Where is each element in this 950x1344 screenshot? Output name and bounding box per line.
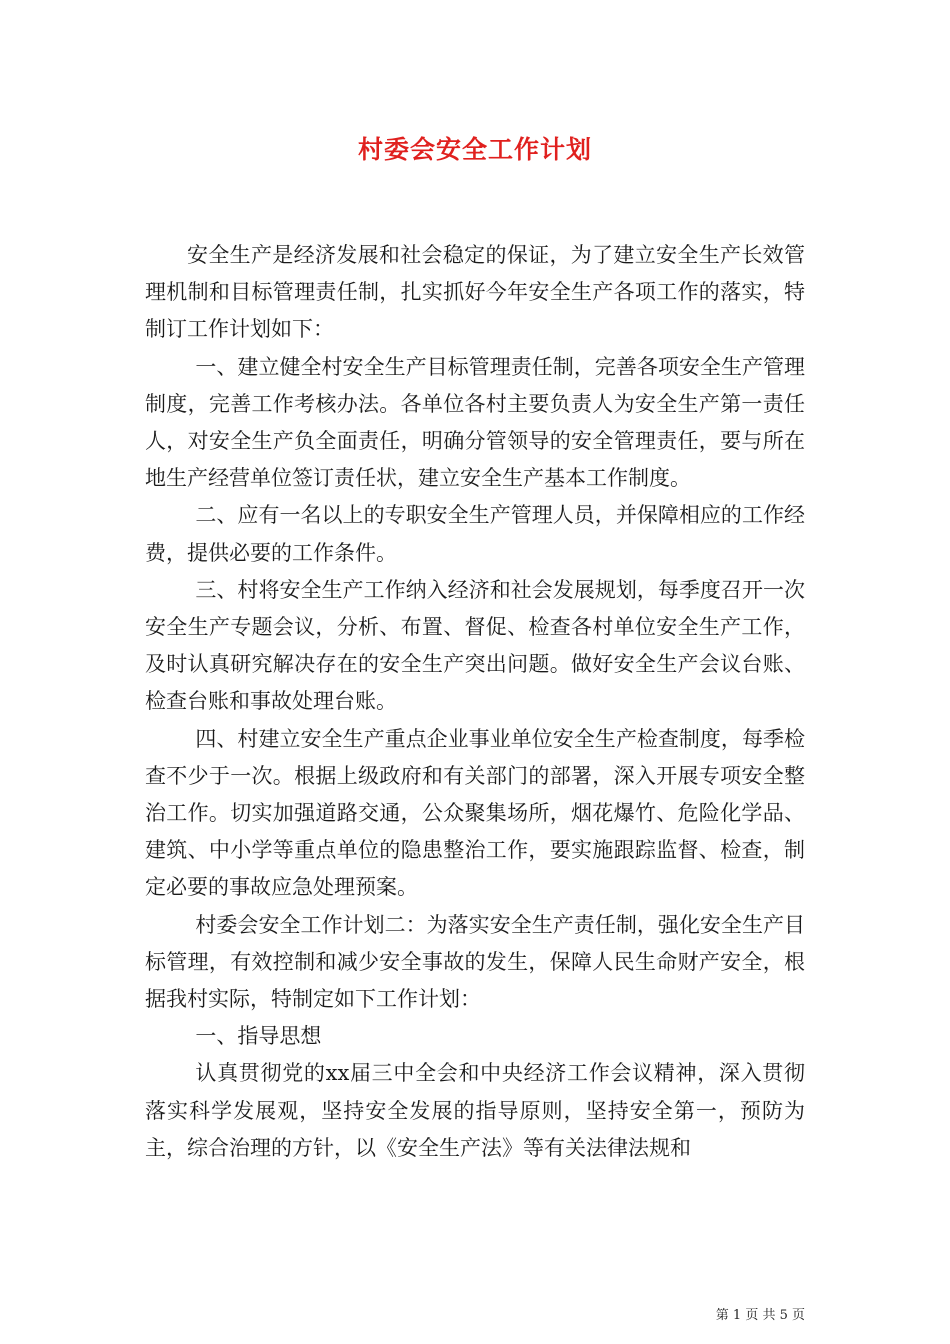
paragraph-item-1: 一、建立健全村安全生产目标管理责任制，完善各项安全生产管理制度，完善工作考核办法。各单位各村主要负责人为安全生产第一责任人，对安全生产负全面责任，明确分管领导的安全管理责任，要与所在地生产经营单位签订责任状，建立安全生产基本工作制度。: [145, 354, 805, 491]
paragraph-plan-two: 村委会安全工作计划二：为落实安全生产责任制，强化安全生产目标管理，有效控制和减少安全事故的发生，保障人民生命财产安全，根据我村实际，特制定如下工作计划：: [145, 912, 805, 1012]
paragraph-item-4: 四、村建立安全生产重点企业事业单位安全生产检查制度，每季检查不少于一次。根据上级政府和有关部门的部署，深入开展专项安全整治工作。切实加强道路交通，公众聚集场所，烟花爆竹、危险化学品、建筑、中小学等重点单位的隐患整治工作，要实施跟踪监督、检查，制定必要的事故应急处理预案。: [145, 726, 805, 900]
section-heading-guiding-ideology: 一、指导思想: [195, 1024, 322, 1049]
document-title: 村委会安全工作计划: [357, 135, 592, 164]
page-number: 第 1 页 共 5 页: [715, 1308, 805, 1323]
paragraph-guiding-ideology: 认真贯彻党的xx届三中全会和中央经济工作会议精神，深入贯彻落实科学发展观，坚持安全发展的指导原则，坚持安全第一，预防为主，综合治理的方针，以《安全生产法》等有关法律法规和: [145, 1061, 805, 1160]
paragraph-item-3: 三、村将安全生产工作纳入经济和社会发展规划，每季度召开一次安全生产专题会议，分析、布置、督促、检查各村单位安全生产工作，及时认真研究解决存在的安全生产突出问题。做好安全生产会议台账、检查台账和事故处理台账。: [145, 577, 805, 714]
document-body: [145, 237, 805, 1167]
paragraph-item-2: 二、应有一名以上的专职安全生产管理人员，并保障相应的工作经费，提供必要的工作条件。: [145, 503, 805, 565]
paragraph-intro: 安全生产是经济发展和社会稳定的保证，为了建立安全生产长效管理机制和目标管理责任制，扎实抓好今年安全生产各项工作的落实，特制订工作计划如下：: [145, 243, 805, 342]
